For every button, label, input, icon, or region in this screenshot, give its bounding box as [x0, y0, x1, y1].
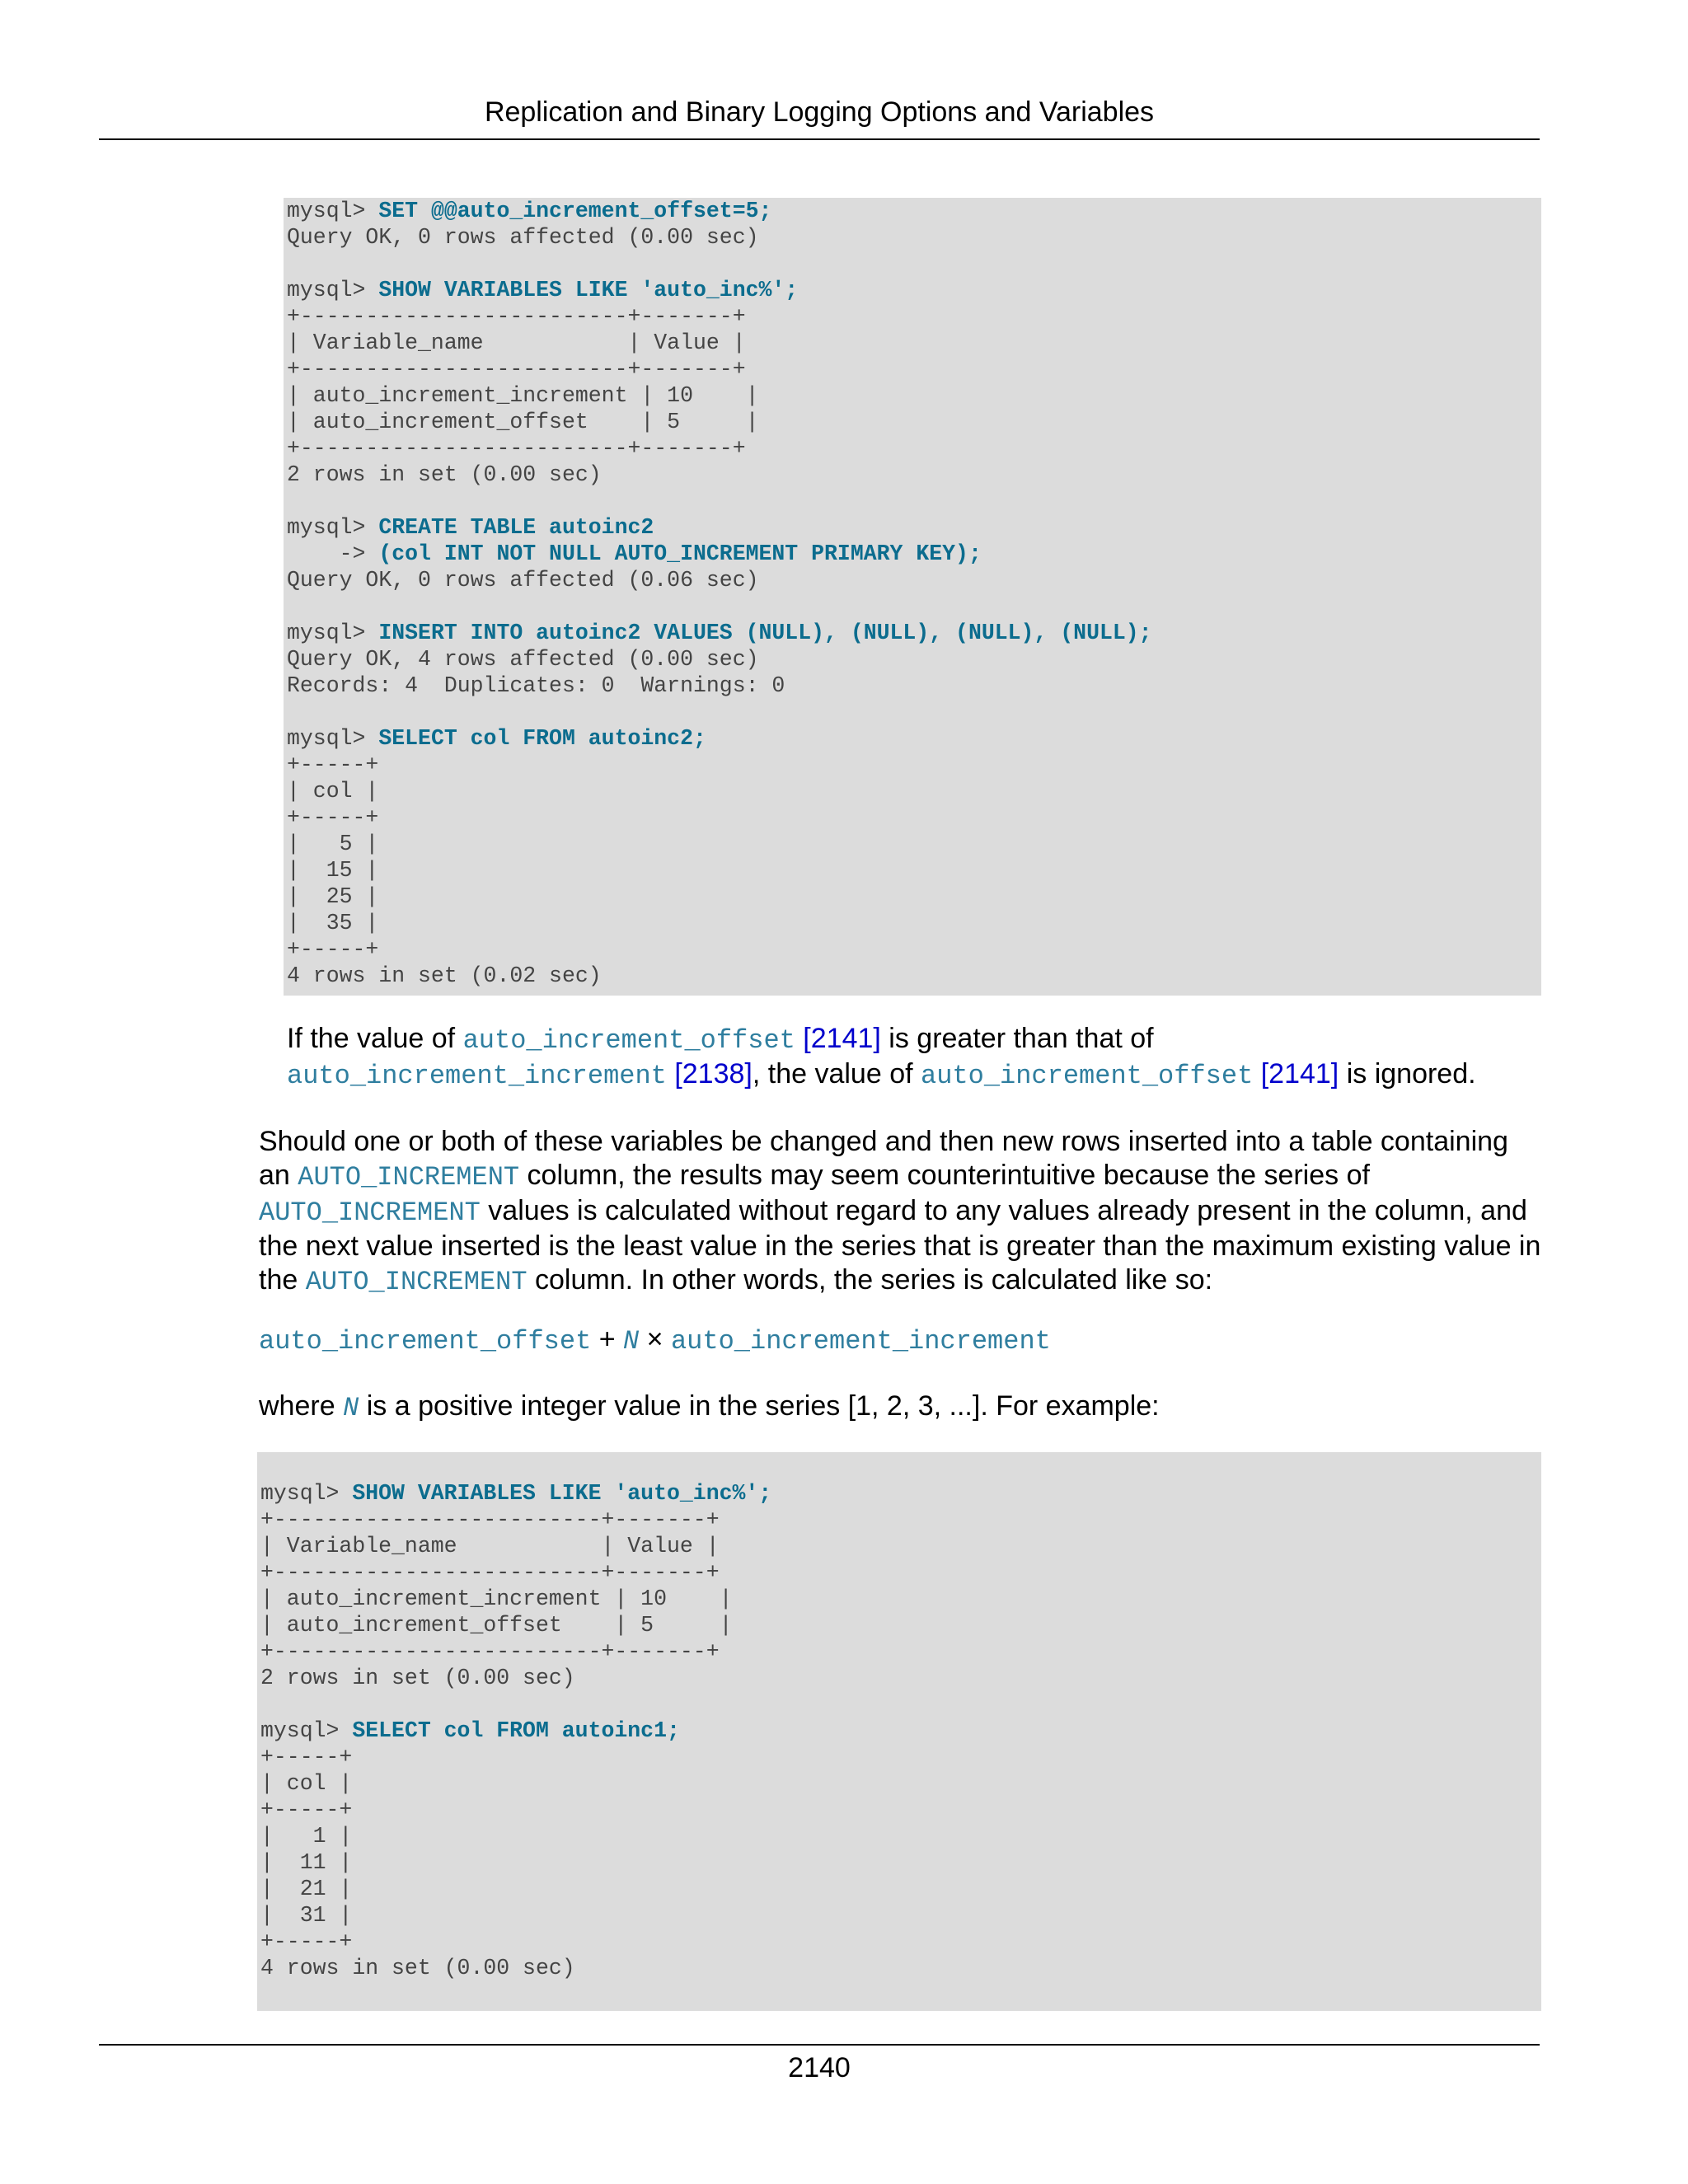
prompt: mysql> [287, 515, 379, 540]
text: is a positive integer value in the series [1, 2, 3, ...]. For example: [359, 1390, 1160, 1422]
code-term: AUTO_INCREMENT [298, 1162, 520, 1193]
body-paragraph [259, 1390, 1545, 1425]
result-table: +-----+ | col | +-----+ | 1 | | 11 | | 21 | | 31 | +-----+ 4 rows in set (0.00 sec) [260, 1745, 575, 1980]
code-term: AUTO_INCREMENT [305, 1267, 528, 1297]
text: is greater than that of [880, 1023, 1154, 1054]
text: column, the results may seem counterintuitive because the series of [519, 1160, 1370, 1191]
text: , the value of [752, 1058, 921, 1090]
prompt: mysql> [287, 278, 379, 302]
query-output: Query OK, 0 rows affected (0.06 sec) [287, 568, 759, 593]
result-table: +-----+ | col | +-----+ | 5 | | 15 | | 25 | | 35 | +-----+ 4 rows in set (0.02 sec) [287, 752, 602, 988]
query-output: Query OK, 4 rows affected (0.00 sec) Records: 4 Duplicates: 0 Warnings: 0 [287, 647, 785, 698]
variable-link[interactable]: auto_increment_increment [287, 1061, 667, 1091]
times-sign: × [639, 1324, 671, 1355]
sql-command: SELECT col FROM autoinc2; [378, 726, 706, 751]
formula-n: N [623, 1326, 640, 1357]
page-number: 2140 [788, 2052, 851, 2083]
sql-command: SHOW VARIABLES LIKE 'auto_inc%'; [378, 278, 799, 302]
text: column. In other words, the series is calculated like so: [527, 1264, 1213, 1296]
code-block-1 [284, 198, 1541, 996]
code-block-2 [257, 1452, 1541, 2011]
sql-command: SHOW VARIABLES LIKE 'auto_inc%'; [352, 1481, 772, 1506]
note-paragraph [287, 1022, 1556, 1093]
code-term: AUTO_INCREMENT [259, 1197, 481, 1228]
page-header [99, 96, 1540, 140]
continuation-prompt: -> [287, 541, 379, 566]
prompt: mysql> [260, 1718, 353, 1743]
prompt: mysql> [287, 199, 379, 223]
sql-command: SELECT col FROM autoinc1; [352, 1718, 680, 1743]
sql-command: SET @@auto_increment_offset=5; [378, 199, 772, 223]
sql-command: INSERT INTO autoinc2 VALUES (NULL), (NULL), (NULL), (NULL); [378, 621, 1152, 645]
variable-link[interactable]: auto_increment_offset [921, 1061, 1254, 1091]
formula [259, 1323, 1051, 1358]
variable-n: N [343, 1393, 359, 1423]
sql-command: CREATE TABLE autoinc2 [378, 515, 654, 540]
prompt: mysql> [287, 726, 379, 751]
page-ref-link[interactable]: [2138] [666, 1058, 753, 1090]
prompt: mysql> [287, 621, 379, 645]
text: values is calculated without regard to any values already present in the column, and the next value inserted is the least value in the series that is greater than the maximum existing value in the [259, 1195, 1541, 1296]
prompt: mysql> [260, 1481, 353, 1506]
header-title: Replication and Binary Logging Options and Variables [484, 96, 1155, 128]
query-output: Query OK, 0 rows affected (0.00 sec) [287, 225, 759, 250]
plus-sign: + [591, 1324, 624, 1355]
formula-offset: auto_increment_offset [259, 1326, 592, 1357]
result-table: +-------------------------+-------+ | Variable_name | Value | +-------------------------+-------+ | auto_increment_increment | 10 | | auto_increment_offset | 5 | +-------------------------+-------+ 2 rows in set (0.00 sec) [287, 304, 759, 487]
text: Should one or both of these variables be changed and then new rows inserted into a table containing an [259, 1126, 1508, 1191]
page-ref-link[interactable]: [2141] [1253, 1058, 1339, 1090]
page-footer [99, 2044, 1540, 2084]
formula-increment: auto_increment_increment [670, 1326, 1051, 1357]
variable-link[interactable]: auto_increment_offset [462, 1025, 795, 1056]
body-paragraph [259, 1125, 1545, 1299]
page-ref-link[interactable]: [2141] [795, 1023, 881, 1054]
result-table: +-------------------------+-------+ | Variable_name | Value | +-------------------------+-------+ | auto_increment_increment | 10 | | auto_increment_offset | 5 | +-------------------------+-------+ 2 rows in set (0.00 sec) [260, 1507, 733, 1690]
text: is ignored. [1339, 1058, 1476, 1090]
text: where [259, 1390, 344, 1422]
sql-command: (col INT NOT NULL AUTO_INCREMENT PRIMARY KEY); [378, 541, 982, 566]
text: If the value of [287, 1023, 463, 1054]
